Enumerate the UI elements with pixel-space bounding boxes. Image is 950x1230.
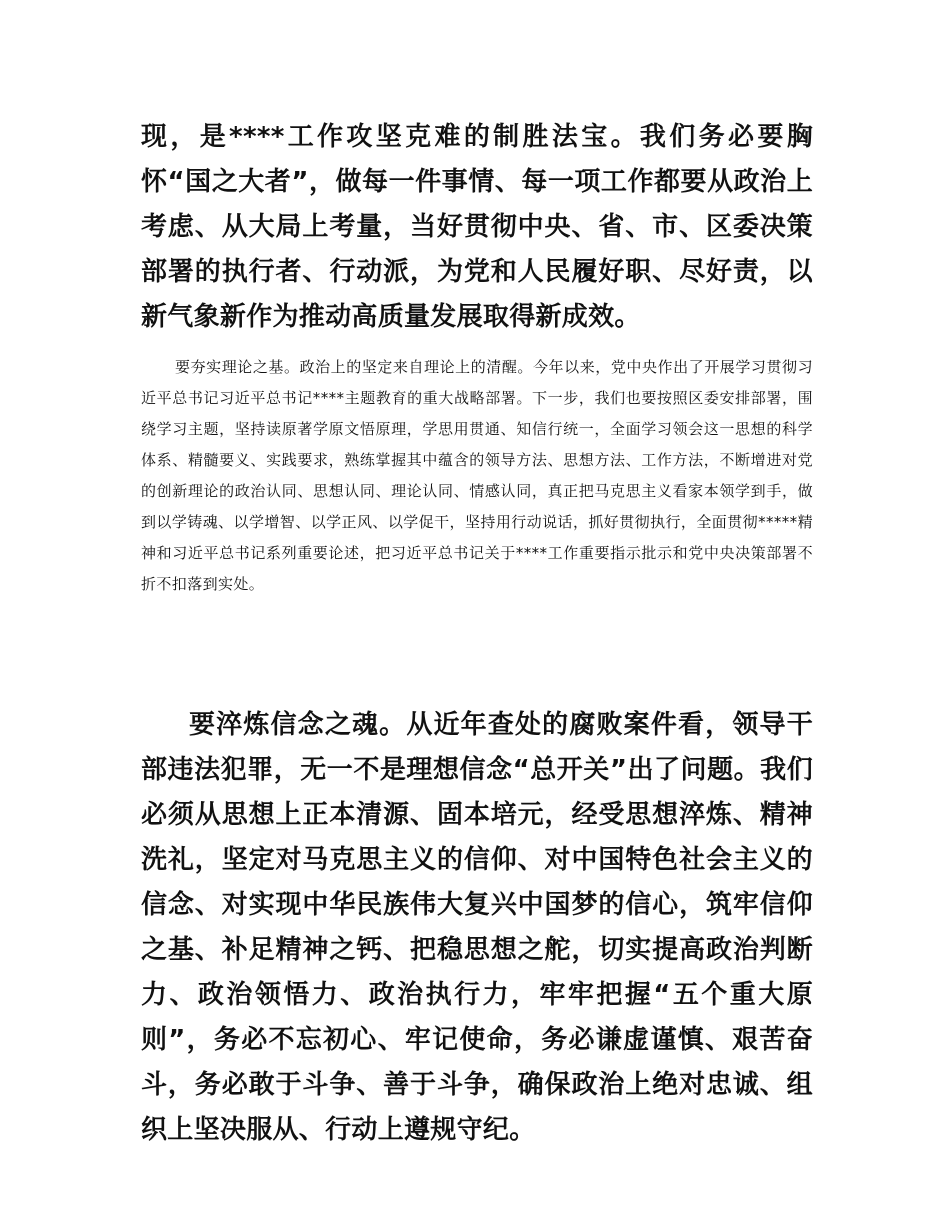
paragraph-theory-foundation: 要夯实理论之基。政治上的坚定来自理论上的清醒。今年以来，党中央作出了开展学习贯彻习近平总书记习近平总书记****主题教育的重大战略部署。下一步，我们也要按照区委安排部署，围绕学习主题，坚持读原著学原文悟原理，学思用贯通、知信行统一，全面学习领会这一思想的科学体系、精髓要义、实践要求，熟练掌握其中蕴含的领导方法、思想方法、工作方法，不断增进对党的创新理论的政治认同、思想认同、理论认同、情感认同，真正把马克思主义看家本领学到手，做到以学铸魂、以学增智、以学正风、以学促干，坚持用行动说话，抓好贯彻执行，全面贯彻*****精神和习近平总书记系列重要论述，把习近平总书记关于****工作重要指示批示和党中央决策部署不折不扣落到实处。	[141, 358, 813, 593]
paragraph-faith-soul: 要淬炼信念之魂。从近年查处的腐败案件看，领导干部违法犯罪，无一不是理想信念“总开关”出了问题。我们必须从思想上正本清源、固本培元，经受思想淬炼、精神洗礼，坚定对马克思主义的信仰、对中国特色社会主义的信念、对实现中华民族伟大复兴中国梦的信心，筑牢信仰之基、补足精神之钙、把稳思想之舵，切实提高政治判断力、政治领悟力、政治执行力，牢牢把握“五个重大原则”，务必不忘初心、牢记使命，务必谦虚谨慎、艰苦奋斗，务必敢于斗争、善于斗争，确保政治上绝对忠诚、组织上坚决服从、行动上遵规守纪。	[141, 710, 813, 1145]
paragraph-conclusion: 现，是****工作攻坚克难的制胜法宝。我们务必要胸怀“国之大者”，做每一件事情、每一项工作都要从政治上考虑、从大局上考量，当好贯彻中央、省、市、区委决策部署的执行者、行动派，为党和人民履好职、尽好责，以新气象新作为推动高质量发展取得新成效。	[141, 122, 813, 332]
